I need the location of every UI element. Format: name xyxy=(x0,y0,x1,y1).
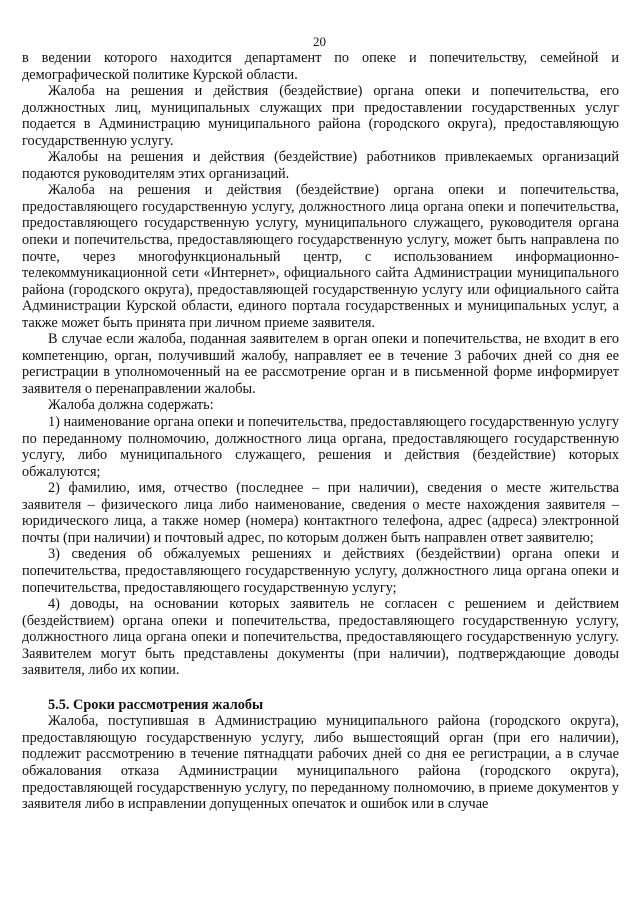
paragraph-complaint-filing: Жалоба на решения и действия (бездействие) органа опеки и попечительства, его должностных лиц, муниципальных служащих при предоставлении государственных услуг подается в Администрацию муниципального района (городского округа), предоставляющую государственную услугу. xyxy=(22,83,619,149)
list-item-4: 4) доводы, на основании которых заявитель не согласен с решением и действием (бездействием) органа опеки и попечительства, предоставляющего государственную услугу, должностного лица органа опеки и попечительства, предоставляющего государственную услугу. Заявителем могут быть представлены документы (при наличии), подтверждающие доводы заявителя, либо их копии. xyxy=(22,596,619,679)
paragraph-continuation: в ведении которого находится департамент по опеке и попечительству, семейной и демографической политике Курской области. xyxy=(22,50,619,83)
section-paragraph: Жалоба, поступившая в Администрацию муниципального района (городского округа), предоставляющую государственную услугу, либо вышестоящий орган (при его наличии), подлежит рассмотрению в течение пятнадцати рабочих дней со дня ее регистрации, а в случае обжалования отказа Администрации муниципального района (городского округа), предоставляющей государственную услугу, по переданному полномочию, в приеме документов у заявителя либо в исправлении допущенных опечаток и ошибок или в случае xyxy=(22,713,619,813)
document-body xyxy=(22,50,619,813)
paragraph-complaint-contents-intro: Жалоба должна содержать: xyxy=(48,397,214,414)
paragraph-complaint-redirect: В случае если жалоба, поданная заявителем в орган опеки и попечительства, не входит в его компетенцию, орган, получивший жалобу, направляет ее в течение 3 рабочих дней со дня ее регистрации в уполномоченный на ее рассмотрение орган и в письменной форме информирует заявителя о перенаправлении жалобы. xyxy=(22,331,619,397)
list-item-1: 1) наименование органа опеки и попечительства, предоставляющего государственную услугу по переданному полномочию, должностного лица органа, предоставляющего государственную услугу, либо муниципального служащего, решения и действия (бездействие) которых обжалуются; xyxy=(22,414,619,480)
paragraph-complaint-channels: Жалоба на решения и действия (бездействие) органа опеки и попечительства, предоставляющего государственную услугу, должностного лица органа опеки и попечительства, предоставляющего государственную услугу, муниципального служащего, руководителя органа опеки и попечительства, предоставляющего государственную услугу, может быть направлена по почте, через многофункциональный центр, с использованием информационно-телекоммуникационной сети «Интернет», официального сайта Администрации муниципального района (городского округа), предоставляющей государственную услугу или официального сайта Администрации Курской области, единого портала государственных и муниципальных услуг, а также может быть принята при личном приеме заявителя. xyxy=(22,182,619,331)
list-item-3: 3) сведения об обжалуемых решениях и действиях (бездействии) органа опеки и попечительства, предоставляющего государственную услугу, должностного лица органа опеки и попечительства, предоставляющего государственную услугу; xyxy=(22,546,619,596)
list-item-2: 2) фамилию, имя, отчество (последнее – при наличии), сведения о месте жительства заявителя – физического лица либо наименование, сведения о месте нахождения заявителя – юридического лица, а также номер (номера) контактного телефона, адрес (адреса) электронной почты (при наличии) и почтовый адрес, по которым должен быть направлен ответ заявителю; xyxy=(22,480,619,546)
page-number: 20 xyxy=(313,34,326,49)
paragraph-complaint-organizations: Жалобы на решения и действия (бездействие) работников привлекаемых организаций подаются руководителям этих организаций. xyxy=(22,149,619,182)
section-heading: 5.5. Сроки рассмотрения жалобы xyxy=(48,696,264,713)
